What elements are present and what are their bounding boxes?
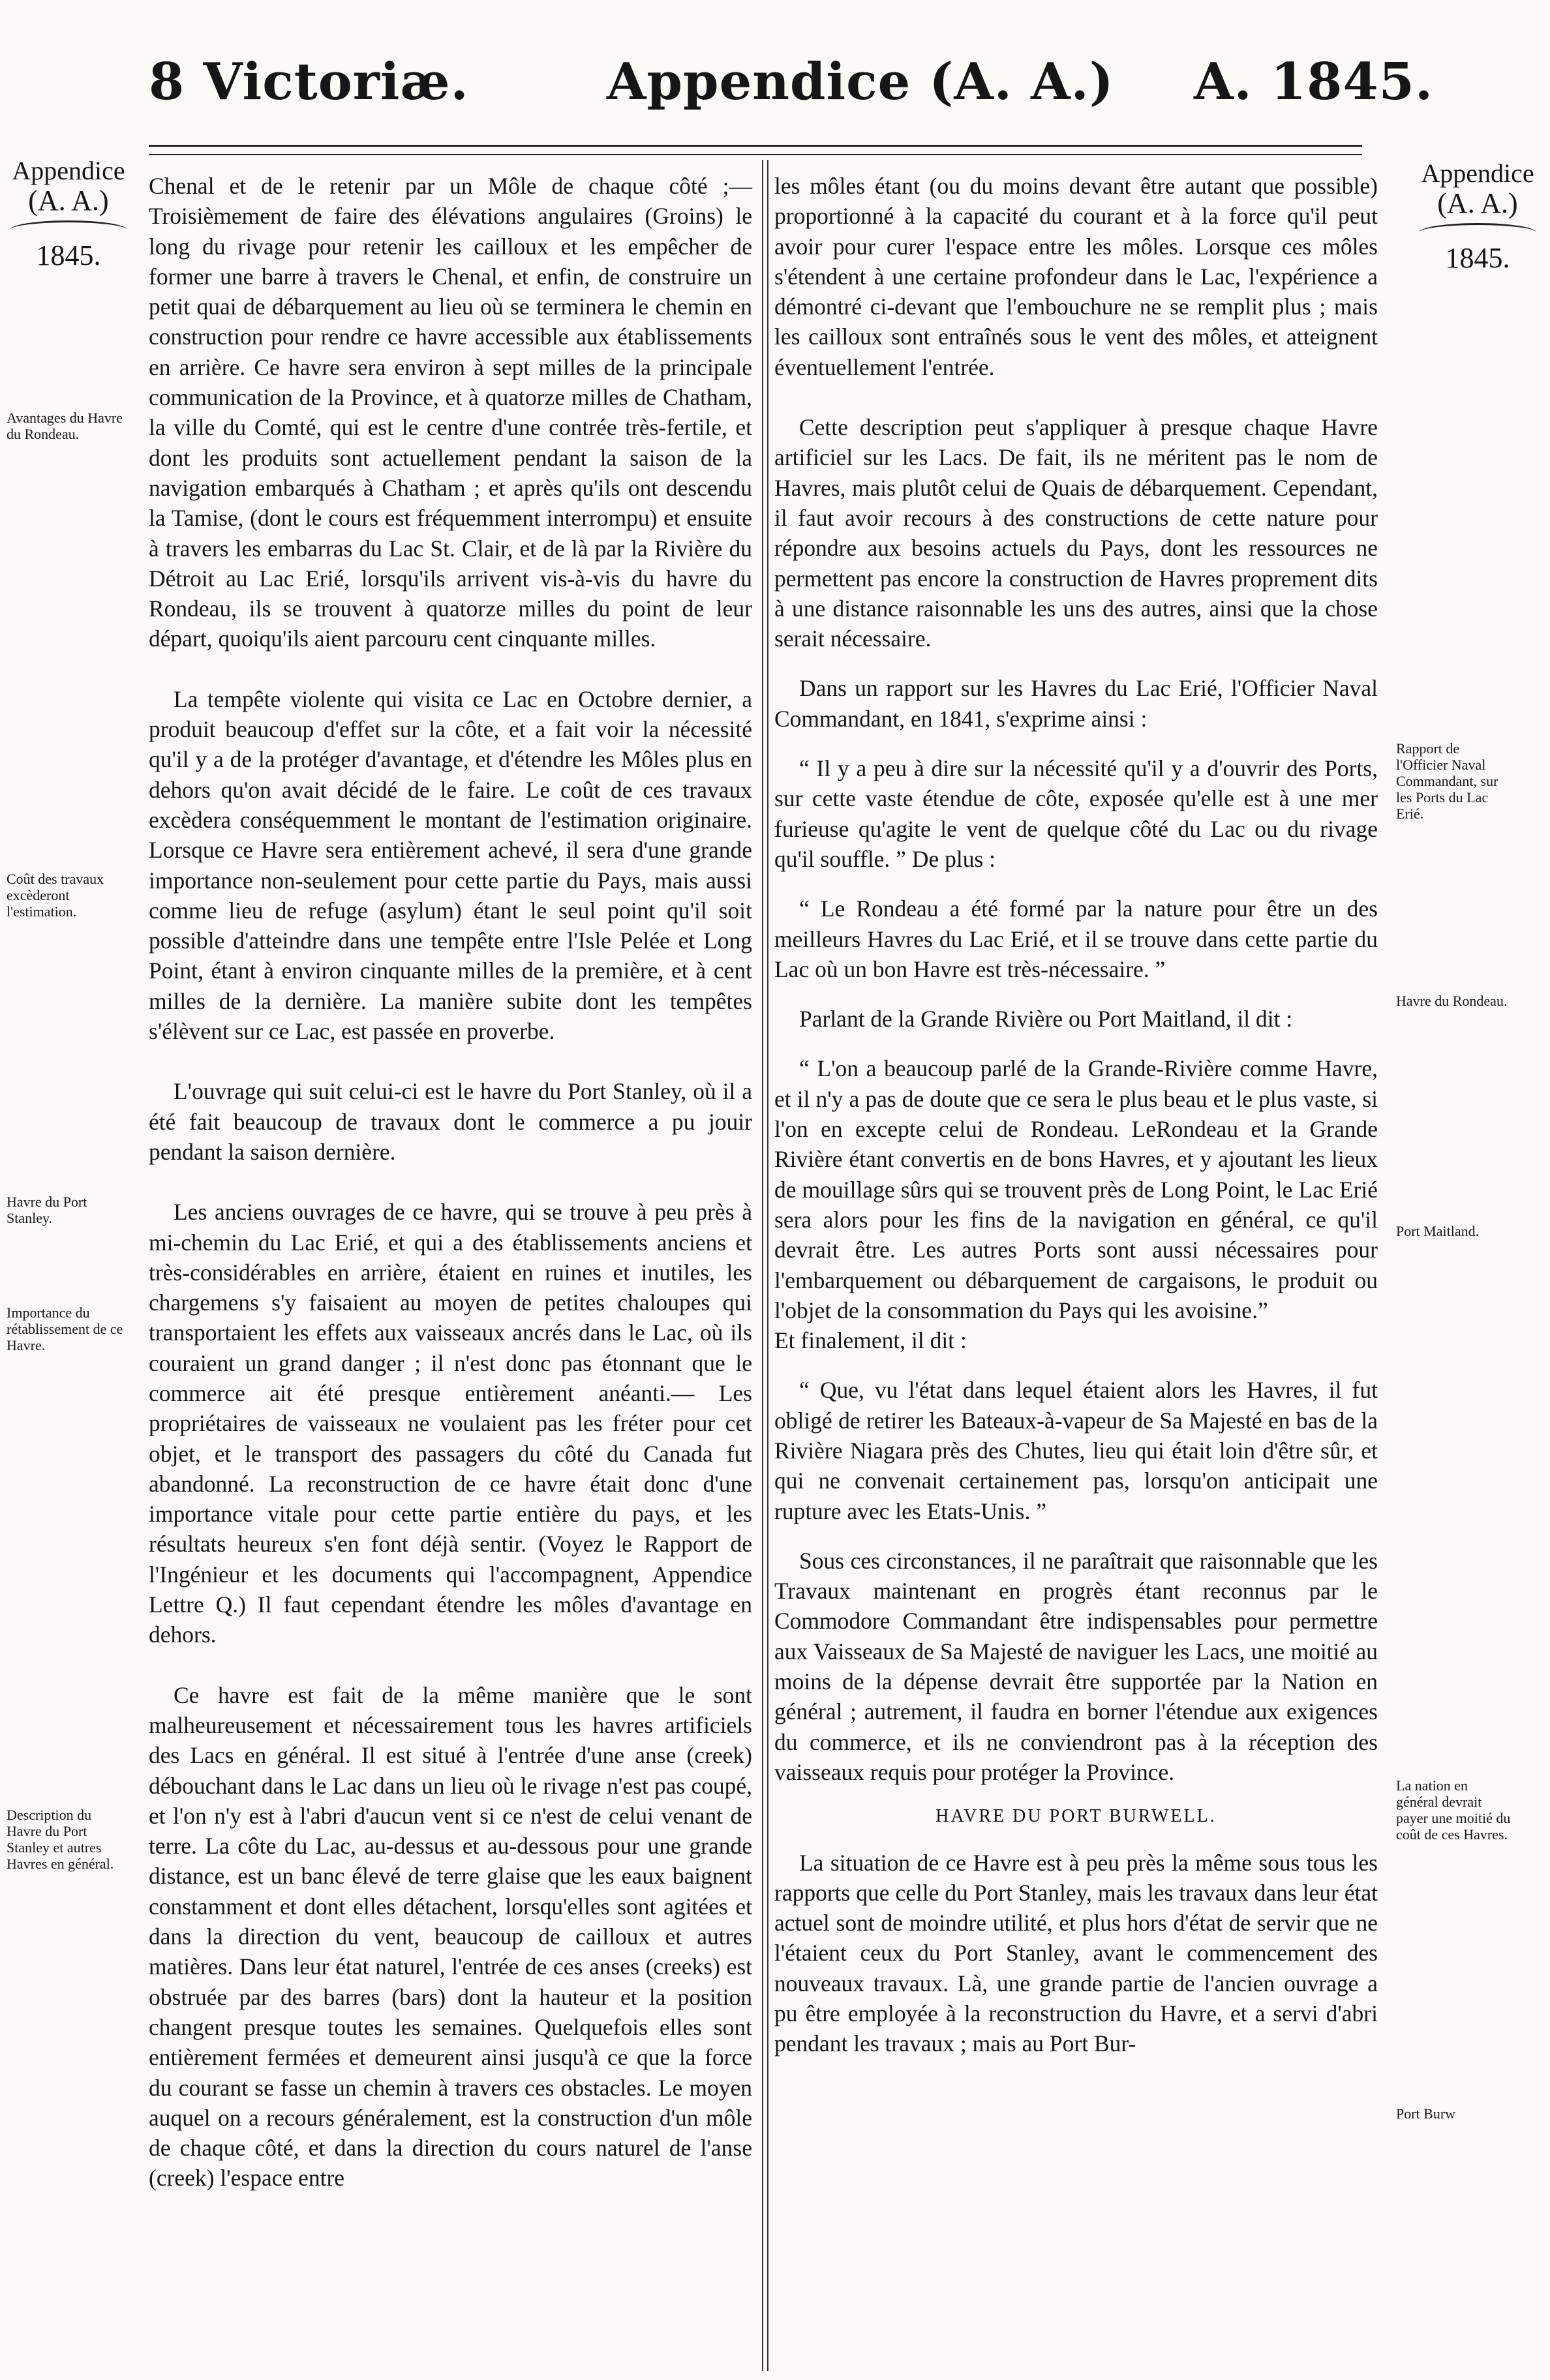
- paragraph: Parlant de la Grande Rivière ou Port Maitland, il dit :: [799, 1006, 1293, 1032]
- paragraph: Cette description peut s'appliquer à presque chaque Havre artificiel sur les Lacs. De fait, ils ne méritent pas le nom de Havres, mais plutôt celui de Quais de débarquement. Cependant, il faut avoir recours à des constructions de cette nature pour répondre aux besoins actuels du Pays, dont les ressources ne permettent pas encore la construction de Havres proprement dits à une distance raisonnable les uns des autres, ainsi que la chose serait nécessaire.: [774, 414, 1378, 652]
- quotation: “ Il y a peu à dire sur la nécessité qu'il y a d'ouvrir des Ports, sur cette vaste étendue de côte, exposée qu'elle est à une mer furieuse qu'agite le vent de quelque côté du Lac ou du rivage qu'il souffle. ” De plus :: [774, 755, 1378, 872]
- margin-note: Description du Havre du Port Stanley et autres Havres en général.: [7, 1807, 114, 1872]
- margin-note: La nation en général devrait payer une moitié du coût de ces Havres.: [1396, 1777, 1511, 1843]
- header-year: A. 1845.: [1194, 52, 1434, 112]
- margin-note: Port Burw: [1396, 2105, 1456, 2122]
- column-divider: [767, 160, 768, 2371]
- quotation: “ Le Rondeau a été formé par la nature pour être un des meilleurs Havres du Lac Erié, et il se trouve dans cette partie du Lac où un bon Havre est très-nécessaire. ”: [774, 896, 1378, 982]
- paragraph: La situation de ce Havre est à peu près la même sous tous les rapports que celle du Port Stanley, mais les travaux dans leur état actuel sont de moindre utilité, et plus hors d'état de servir que ne l'étaient ceux du Port Stanley, avant le commencement des nouveaux travaux. Là, une grande partie de l'ancien ouvrage a pu être employée à la reconstruction du Havre, et a servi d'abri pendant les travaux ; mais au Port Bur-: [774, 1849, 1378, 2057]
- paragraph: Et finalement, il dit :: [774, 1327, 967, 1354]
- paragraph: Dans un rapport sur les Havres du Lac Erié, l'Officier Naval Commandant, en 1841, s'exprime ainsi :: [774, 675, 1378, 732]
- section-heading: HAVRE DU PORT BURWELL.: [935, 1806, 1217, 1827]
- margin-note: Port Maitland.: [1396, 1223, 1480, 1239]
- header-appendix: Appendice (A. A.): [607, 52, 1114, 112]
- side-label-right: Appendice (A. A.) 1845.: [1409, 159, 1546, 275]
- left-column: [149, 171, 752, 2193]
- paragraph: L'ouvrage qui suit celui-ci est le havre du Port Stanley, où il a été fait beaucoup de travaux dont le commerce a pu jouir pendant la saison dernière.: [149, 1078, 752, 1165]
- paragraph: les môles étant (ou du moins devant être autant que possible) proportionné à la capacité du courant et à la force qu'il peut avoir pour curer l'espace entre les môles. Lorsque ces môles s'étendent à une certaine profondeur dans le Lac, l'expérience a démontré ci-devant que l'embouchure ne se remplit plus ; mais les cailloux sont entraînés sous le vent des môles, et atteignent éventuellement l'entrée.: [774, 173, 1378, 380]
- brace-mark: [10, 220, 127, 239]
- column-divider: [762, 160, 763, 2371]
- margin-note: Avantages du Havre du Rondeau.: [7, 410, 123, 442]
- margin-note: Havre du Port Stanley.: [7, 1194, 87, 1226]
- quotation: “ Que, vu l'état dans lequel étaient alors les Havres, il fut obligé de retirer les Bateaux-à-vapeur de Sa Majesté en bas de la Rivière Niagara près des Chutes, lieu qui était loin d'être sûr, et qui ne convenait certainement pas, lorsqu'on anticipait une rupture avec les Etats-Unis. ”: [774, 1377, 1378, 1524]
- margin-note: Coût des travaux excèderont l'estimation.: [7, 871, 104, 920]
- header-session: 8 Victoriæ.: [149, 52, 469, 112]
- margin-note: Importance du rétablissement de ce Havre.: [7, 1304, 123, 1353]
- paragraph: Ce havre est fait de la même manière que le sont malheureusement et nécessairement tous les havres artificiels des Lacs en général. Il est situé à l'entrée d'une anse (creek) débouchant dans le Lac dans un lieu où le rivage n'est pas coupé, et l'on n'y est à l'abri d'aucun vent si ce n'est de celui venant de terre. La côte du Lac, au-dessus et au-dessous pour une grande distance, est un banc élevé de terre glaise que les eaux baignent constamment et dont elles détachent, lorsqu'elles sont agitées et dans la direction du vent, beaucoup de cailloux et autres matières. Dans leur état naturel, l'entrée de ces anses (creeks) est obstruée par des barres (bars) dont la hauteur et la position changent presque toutes les semaines. Quelquefois elles sont entièrement fermées et demeurent ainsi jusqu'à ce que la force du courant se fasse un chemin à travers ces obstacles. Le moyen auquel on a recours généralement, est la construction d'un môle de chaque côté, et dans la direction du cours naturel de l'anse (creek) l'espace entre: [149, 1681, 752, 2192]
- page-header: [0, 52, 1550, 124]
- paragraph: Chenal et de le retenir par un Môle de chaque côté ;— Troisièmement de faire des élévations angulaires (Groins) le long du rivage pour retenir les cailloux et les empêcher de former une barre à travers le Chenal, et enfin, de construire un petit quai de débarquement au lieu où se terminera le chemin en construction pour rendre ce havre accessible aux établissements en arrière. Ce havre sera environ à sept milles de la principale communication de la Province, et à quatorze milles de Chatham, la ville du Comté, qui est le centre d'une contrée très-fertile, et dont les produits sont actuellement pendant la saison de la navigation embarqués à Chatham ; et après qu'ils ont descendu la Tamise, (dont le cours est fréquemment interrompu) et ensuite à travers les embarras du Lac St. Clair, et de là par la Rivière du Détroit au Lac Erié, lorsqu'ils arrivent vis-à-vis du havre du Rondeau, ils se trouvent à quatorze milles du point de leur départ, quoiqu'ils aient parcouru cent cinquante milles.: [149, 173, 752, 652]
- header-rule-top: [149, 145, 1362, 147]
- margin-note: Havre du Rondeau.: [1396, 993, 1508, 1009]
- side-label-left: Appendice (A. A.) 1845.: [0, 157, 137, 272]
- paragraph: Les anciens ouvrages de ce havre, qui se trouve à peu près à mi-chemin du Lac Erié, et qui a des établissements anciens et très-considérables en arrière, étaient en ruines et inutiles, les chargemens s'y faisaient au moyen de petites chaloupes qui transportaient les effets aux vaisseaux ancrés dans le Lac, où ils couraient un grand danger ; il n'est donc pas étonnant que le commerce ait été presque entièrement anéanti.— Les propriétaires de vaisseaux ne voulaient pas les fréter pour cet objet, et le transport des passagers du côté du Canada fut abandonné. La reconstruction de ce havre était donc d'une importance vitale pour cette partie entière du pays, et les résultats heureux s'en font déjà sentir. (Voyez le Rapport de l'Ingénieur et les documents qui l'accompagnent, Appendice Lettre Q.) Il faut cependant étendre les môles d'avantage en dehors.: [149, 1199, 752, 1648]
- quotation: “ L'on a beaucoup parlé de la Grande-Rivière comme Havre, et il n'y a pas de doute que ce sera le plus beau et le plus vaste, si l'on en excepte celui de Rondeau. LeRondeau et la Grande Rivière étant convertis en de bons Havres, et y ajoutant les lieux de mouillage sûrs qui se trouvent près de Long Point, le Lac Erié sera alors pour les fins de la navigation en général, ce qu'il devrait être. Les autres Ports sont aussi nécessaires pour l'embarquement ou débarquement de cargaisons, le produit ou l'objet de la consommation du Pays qui les avoisine.”: [774, 1055, 1378, 1323]
- brace-mark: [1419, 223, 1536, 242]
- right-column: [774, 171, 1378, 2059]
- header-rule-bottom: [149, 154, 1362, 155]
- paragraph: Sous ces circonstances, il ne paraîtrait que raisonnable que les Travaux maintenant en progrès étant reconnus par le Commodore Commandant être indispensables pour permettre aux Vaisseaux de Sa Majesté de naviguer les Lacs, une moitié au moins de la dépense devrait être supportée par la Nation en général ; autrement, il faudra en borner l'étendue aux exigences du commerce, et ils ne conviendront pas à la réception des vaisseaux requis pour protéger la Province.: [774, 1547, 1378, 1785]
- paragraph: La tempête violente qui visita ce Lac en Octobre dernier, a produit beaucoup d'effet sur la côte, et a fait voir la nécessité qu'il y a de la protéger d'avantage, et d'étendre les Môles plus en dehors qu'on avait décidé de le faire. Le coût de ces travaux excèdera conséquemment le montant de l'estimation originaire. Lorsque ce Havre sera entièrement achevé, il sera d'une grande importance non-seulement pour cette partie du Pays, mais aussi comme lieu de refuge (asylum) étant le seul point qu'il soit possible d'atteindre dans une tempête entre l'Isle Pelée et Long Point, étant à environ cinquante milles de la première, et à cent milles de la dernière. La manière subite dont les tempêtes s'élèvent sur ce Lac, est passée en proverbe.: [149, 685, 752, 1045]
- margin-note: Rapport de l'Officier Naval Commandant, sur les Ports du Lac Erié.: [1396, 740, 1498, 822]
